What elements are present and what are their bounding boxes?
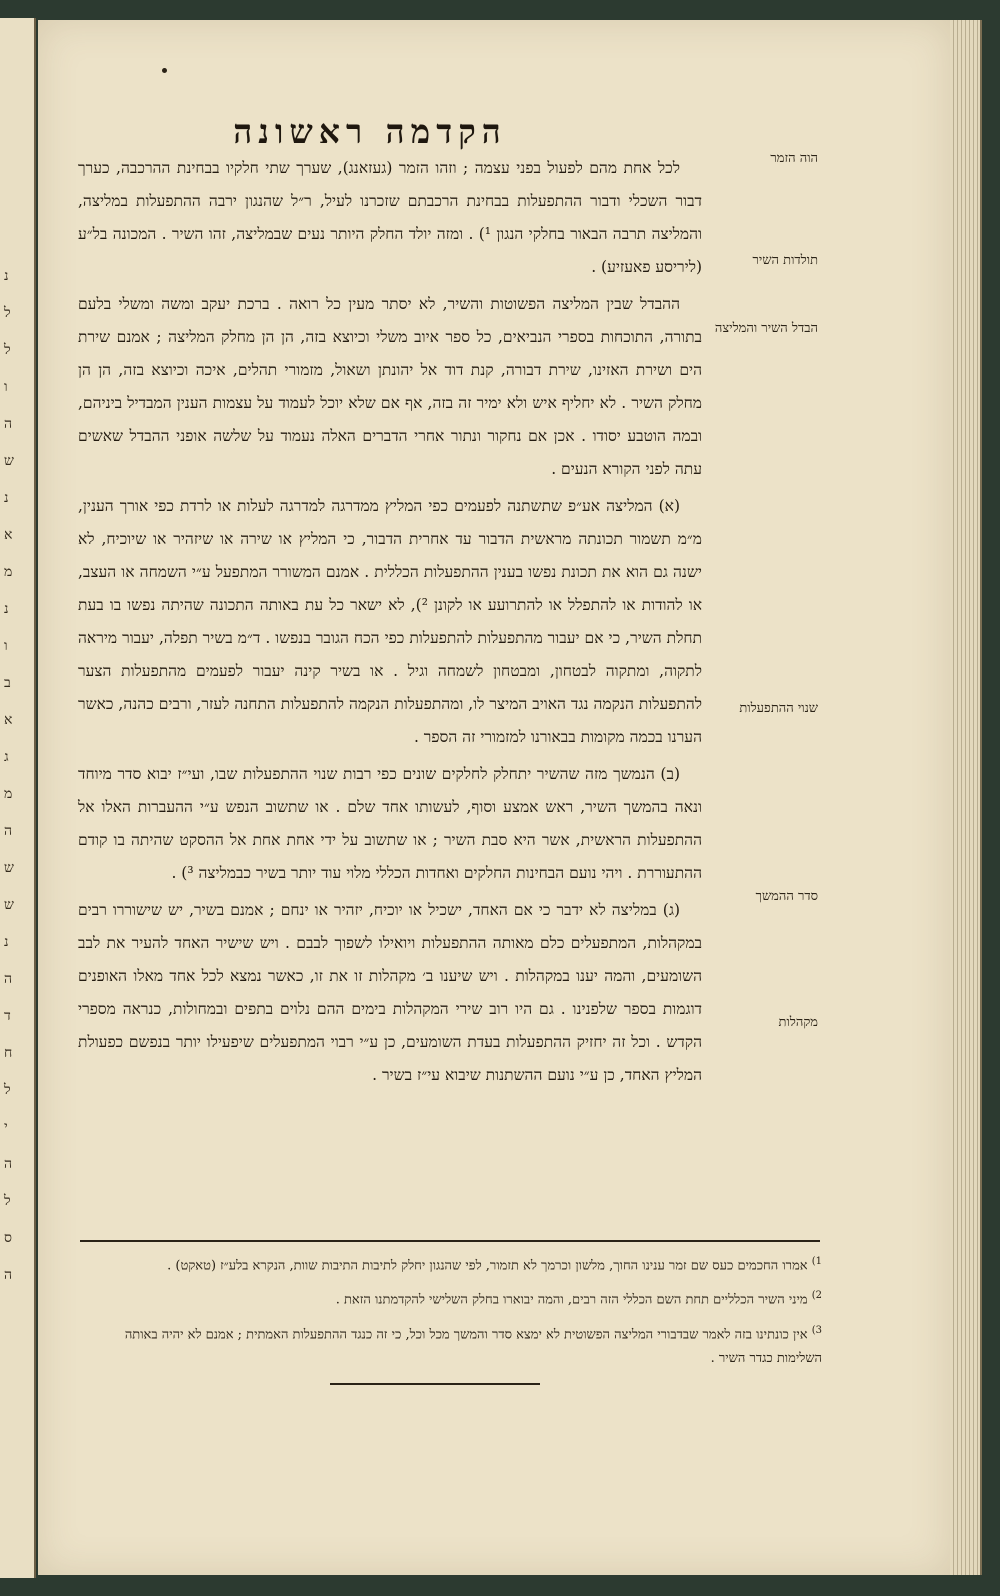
ink-dot xyxy=(162,68,167,73)
paragraph-gimel: (ג) במליצה לא ידבר כי אם האחד, ישכיל או יוכיח, יזהיר או ינחם ; אמנם בשיר, יש שישוררו רבים במקהלות, המתפעלים כלם מאותה ההתפעלות ויואילו לשפוך לבבם . ויש שישיר האחד להעיר את לבב השומעים, והמה יענו במקהלות . ויש שיענו ב׳ מקהלות זו את זו, כאשר נמצא לכל אחד מאלו האופנים דוגמות בספר שלפנינו . גם היו רוב שירי המקהלות בימים ההם נלוים בתפים ובמחולות, כנראה מספרי הקדש . וכל זה יחזיק ההתפעלות בעדת השומעים, כן ע״י רבוי המתפעלים שיפעילו יותר בנפשם כפעולת המליץ האחד, כן ע״י נועם ההשתנות שיבוא עי״ז בשיר . xyxy=(78,901,702,1084)
side-note-origins-of-poetry: תולדות השיר xyxy=(752,253,818,268)
margin-letter: ש xyxy=(4,860,14,876)
margin-letter: ה xyxy=(4,823,13,839)
footnote-text: אמרו החכמים כעס שם זמר ענינו החוך, מלשון וכרמך לא תזמור, לפי שהנגון יחלק לתיבות התיבות שוות, הנקרא בלע״ז (טאקט) . xyxy=(167,1258,808,1274)
side-note-difference-poetry-rhetoric: הבדל השיר והמליצה xyxy=(714,321,818,336)
footnote xyxy=(78,1250,822,1278)
facing-page-letters xyxy=(4,268,28,1304)
margin-letter: א xyxy=(4,527,13,543)
paragraph-difference: ההבדל שבין המליצה הפשוטות והשיר, לא יסתר מעין כל רואה . ברכת יעקב ומשה ומשלי בלעם בתורה, התוכחות בספרי הנביאים, כל ספר איוב משלי וכיוצא בזה, הן הן מחלק המליצה ; אמנם שירת הים ושירת האזינו, שירת דבורה, קנת דוד אל יהונתן ושאול, מזמורי תהלים, איכה וכיוצא בזה, הן הן מחלק השיר . לא יחליף איש ולא ימיר זה בזה, אף אם שלא יוכל לעמוד על עצמות הענין המבדיל ביניהם, ובמה הוטבע יסודו . אכן אם נחקור ונתור אחרי הדברים האלה נעמוד על שלשה אופני ההבדל שאשים עתה לפני הקורא הנעים . xyxy=(78,295,702,478)
margin-letter: ה xyxy=(4,416,13,432)
paragraph-bet: (ב) הנמשך מזה שהשיר יתחלק לחלקים שונים כפי רבות שנוי ההתפעלות שבו, ועי״ז יבוא סדר מיוחד ונאה בהמשך השיר, ראש אמצע וסוף, לעשותו אחד שלם . או שתשוב הנפש ע״י ההעברות האלו אל ההתפעלות הראשית, אשר היא סבת השיר ; או שתשוב על ידי אחת אחת אל ההסקט שהיתה בו קודם ההתעוררת . ויהי נועם הבחינות החלקים ואחדות הכללי מלוי עוד יותר בשיר כבמליצה ³) . xyxy=(78,765,702,882)
margin-letter: ש xyxy=(4,897,14,913)
facing-page-edge xyxy=(0,18,36,1578)
footnotes xyxy=(78,1250,822,1377)
footnote xyxy=(78,1284,822,1312)
side-note-choirs: מקהלות xyxy=(778,1015,818,1030)
side-note-tone-of-song: הוה הזמר xyxy=(770,151,818,166)
footnote-mark: 1) xyxy=(811,1256,822,1267)
margin-letter: ל xyxy=(4,305,11,321)
margin-letter: ס xyxy=(4,1230,12,1246)
margin-letter: ו xyxy=(4,379,8,395)
margin-letter: נ xyxy=(4,268,9,284)
margin-letter: ו xyxy=(4,638,8,654)
margin-letter: ה xyxy=(4,1267,13,1283)
margin-letter: ש xyxy=(4,453,14,469)
margin-letter: א xyxy=(4,712,13,728)
margin-letter: ג xyxy=(4,749,9,765)
paragraph-aleph: (א) המליצה אע״פ שתשתנה לפעמים כפי המליץ ממדרגה למדרגה לעלות או לרדת כפי אורך הענין, מ״מ תשמור תכונתה מראשית הדבור עד אחרית הדבור, כי המליץ או שירה או שיזהיר או שיוכיח, לא ישנה גם הוא את תכונת נפשו בענין ההתפעלות הכללית . אמנם המשורר המתפעל ע״י השמחה או העצב, או להודות או להתפלל או להתרועע או לקונן ²), לא ישאר כל עת באותה התכונה שהיתה נפשו בו בעת תחלת השיר, כי אם יעבור מהתפעלות להתפעלות כפי הכח הגובר בנפשו . ד״מ בשיר תפלה, יעבור מיראה לתקוה, ומתקוה לבטחון, ומבטחון לשמחה וגיל . או בשיר קינה יעבור לפעמים מהתפעלות הצער להתפעלות הנקמה נגד האויב המיצר לו, ומהתפעלות הנקמה להתפעלות התחנה לעזר, ורבים כהנה, כאשר הערנו בכמה מקומות בבאורנו למזמורי זה הספר . xyxy=(78,497,702,746)
margin-letter: ב xyxy=(4,675,11,691)
side-note-order-of-sequence: סדר ההמשך xyxy=(755,889,818,904)
footnote xyxy=(78,1319,822,1371)
margin-letter: ה xyxy=(4,971,13,987)
margin-letter: ל xyxy=(4,342,11,358)
end-rule xyxy=(330,1383,540,1385)
side-note-change-of-emotion: שנוי ההתפעלות xyxy=(739,701,818,716)
margin-letter: נ xyxy=(4,934,9,950)
margin-letter: ל xyxy=(4,1082,11,1098)
page-title: הקדמה ראשונה xyxy=(233,112,507,151)
main-text xyxy=(78,152,702,1096)
margin-letter: י xyxy=(4,1119,8,1135)
margin-letter: נ xyxy=(4,490,9,506)
page-stack-edge xyxy=(950,20,982,1575)
footnote-mark: 3) xyxy=(811,1324,822,1336)
margin-letter: נ xyxy=(4,601,9,617)
margin-letter: מ xyxy=(4,564,13,580)
footnote-mark: 2) xyxy=(811,1290,822,1302)
margin-letter: מ xyxy=(4,786,13,802)
footnote-text: אין כונתינו בזה לאמר שבדבורי המליצה הפשוטית לא ימצא סדר והמשך מכל וכל, כי זה כנגד ההתפעלות האמתית ; אמנם לא יהיה באותה השלימות כגדר השיר . xyxy=(124,1326,822,1366)
footnote-text: מיני השיר הכלליים תחת השם הכללי הזה רבים, והמה יבוארו בחלק השלישי להקדמתנו הזאת . xyxy=(335,1292,808,1308)
paragraph-opening: לכל אחת מהם לפעול בפני עצמה ; וזהו הזמר (געזאנג), שערך שתי חלקיו בבחינת ההרכבה, כערך דבור השכלי ודבור ההתפעלות בבחינת הרכבתם שזכרנו לעיל, ר״ל שהנגון ירבה ההתפעלות במליצה, והמליצה תרבה הבאור בחלקי הנגון ¹) . ומזה יולד החלק היותר נעים שבמליצה, זהו השיר . המכונה בל״ע (ליריסע פאעזיע) . xyxy=(78,159,703,276)
margin-letter: ה xyxy=(4,1156,13,1172)
margin-letter: ד xyxy=(4,1008,11,1024)
margin-letter: ח xyxy=(4,1045,13,1061)
footnote-divider xyxy=(80,1240,820,1242)
margin-letter: ל xyxy=(4,1193,11,1209)
